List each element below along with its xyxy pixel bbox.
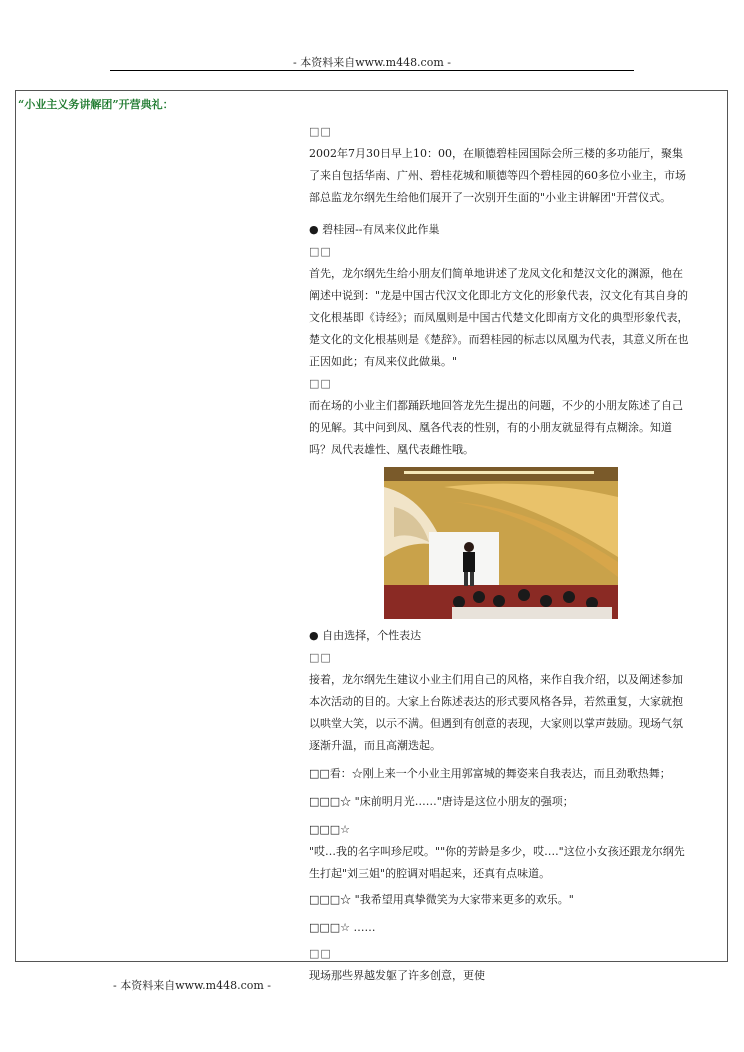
paragraph-culture: 首先，龙尔纲先生给小朋友们简单地讲述了龙凤文化和楚汉文化的渊源，他在阐述中说到："龙是中国古代汉文化即北方文化的形象代表，汉文化有其自身的文化根基即《诗经》；而凤凰则是中国古代楚文化即南方文化的典型形象代表，楚文化的文化根基则是《楚辞》。而碧桂园的标志以凤凰为代表，其意义所在也正因如此；有凤来仪此做巢。" — [309, 267, 689, 368]
paragraph-smile: □□□☆ "我希望用真挚微笑为大家带来更多的欢乐。" — [309, 893, 574, 906]
paragraph-answers: 而在场的小业主们都踊跃地回答龙先生提出的问题，不少的小朋友陈述了自己的见解。其中问到凤、凰各代表的性别，有的小朋友就显得有点糊涂。知道吗？凤代表雄性、凰代表雌性哦。 — [309, 399, 683, 456]
event-photo — [384, 467, 618, 619]
paragraph-song: "哎…我的名字叫珍尼哎。""你的芳龄是多少，哎…."这位小女孩还跟龙尔纲先生打起"刘三姐"的腔调对唱起来，还真有点味道。 — [309, 845, 685, 880]
page-header: - 本资料来自www.m448.com - — [292, 56, 451, 69]
page-footer: - 本资料来自www.m448.com - — [113, 979, 272, 992]
header-rule — [110, 70, 634, 71]
paragraph-intro: 2002年7月30日早上10：00，在顺德碧桂园国际会所三楼的多功能厅，聚集了来自包括华南、广州、碧桂花城和顺德等四个碧桂园的60多位小业主，市场部总监龙尔纲先生给他们展开了一次别开生面的"小业主讲解团"开营仪式。 — [309, 147, 686, 204]
subheading-2: ● 自由选择，个性表达 — [309, 629, 422, 642]
paragraph-look: □□看：☆刚上来一个小业主用郭富城的舞姿来自我表达，而且劲歌热舞； — [309, 767, 671, 780]
spacer-marker: □□ — [309, 377, 332, 390]
spacer-marker: □□ — [309, 245, 332, 258]
paragraph-ellipsis: □□□☆ …… — [309, 921, 376, 934]
spacer-marker: □□ — [309, 651, 332, 664]
paragraph-introductions: 接着，龙尔纲先生建议小业主们用自己的风格，来作自我介绍，以及阐述参加本次活动的目的。大家上台陈述表达的形式要风格各异，若然重复，大家就抱以哄堂大笑，以示不满。但遇到有创意的表现，大家则以掌声鼓励。现场气氛逐渐升温，而且高潮迭起。 — [309, 673, 683, 752]
content-frame — [15, 90, 728, 982]
spacer-marker: □□ — [309, 947, 332, 960]
article-body — [309, 121, 693, 987]
paragraph-cutoff: 现场那些界越发躯了许多创意，更使 — [309, 969, 485, 982]
subheading-1: ● 碧桂园--有凤来仪此作巢 — [309, 223, 440, 236]
paragraph-poem: □□□☆ "床前明月光……"唐诗是这位小朋友的强项； — [309, 795, 574, 808]
paragraph-star: □□□☆ — [309, 823, 351, 836]
spacer-marker: □□ — [309, 125, 332, 138]
section-title: “小业主义务讲解团”开营典礼： — [18, 98, 174, 111]
